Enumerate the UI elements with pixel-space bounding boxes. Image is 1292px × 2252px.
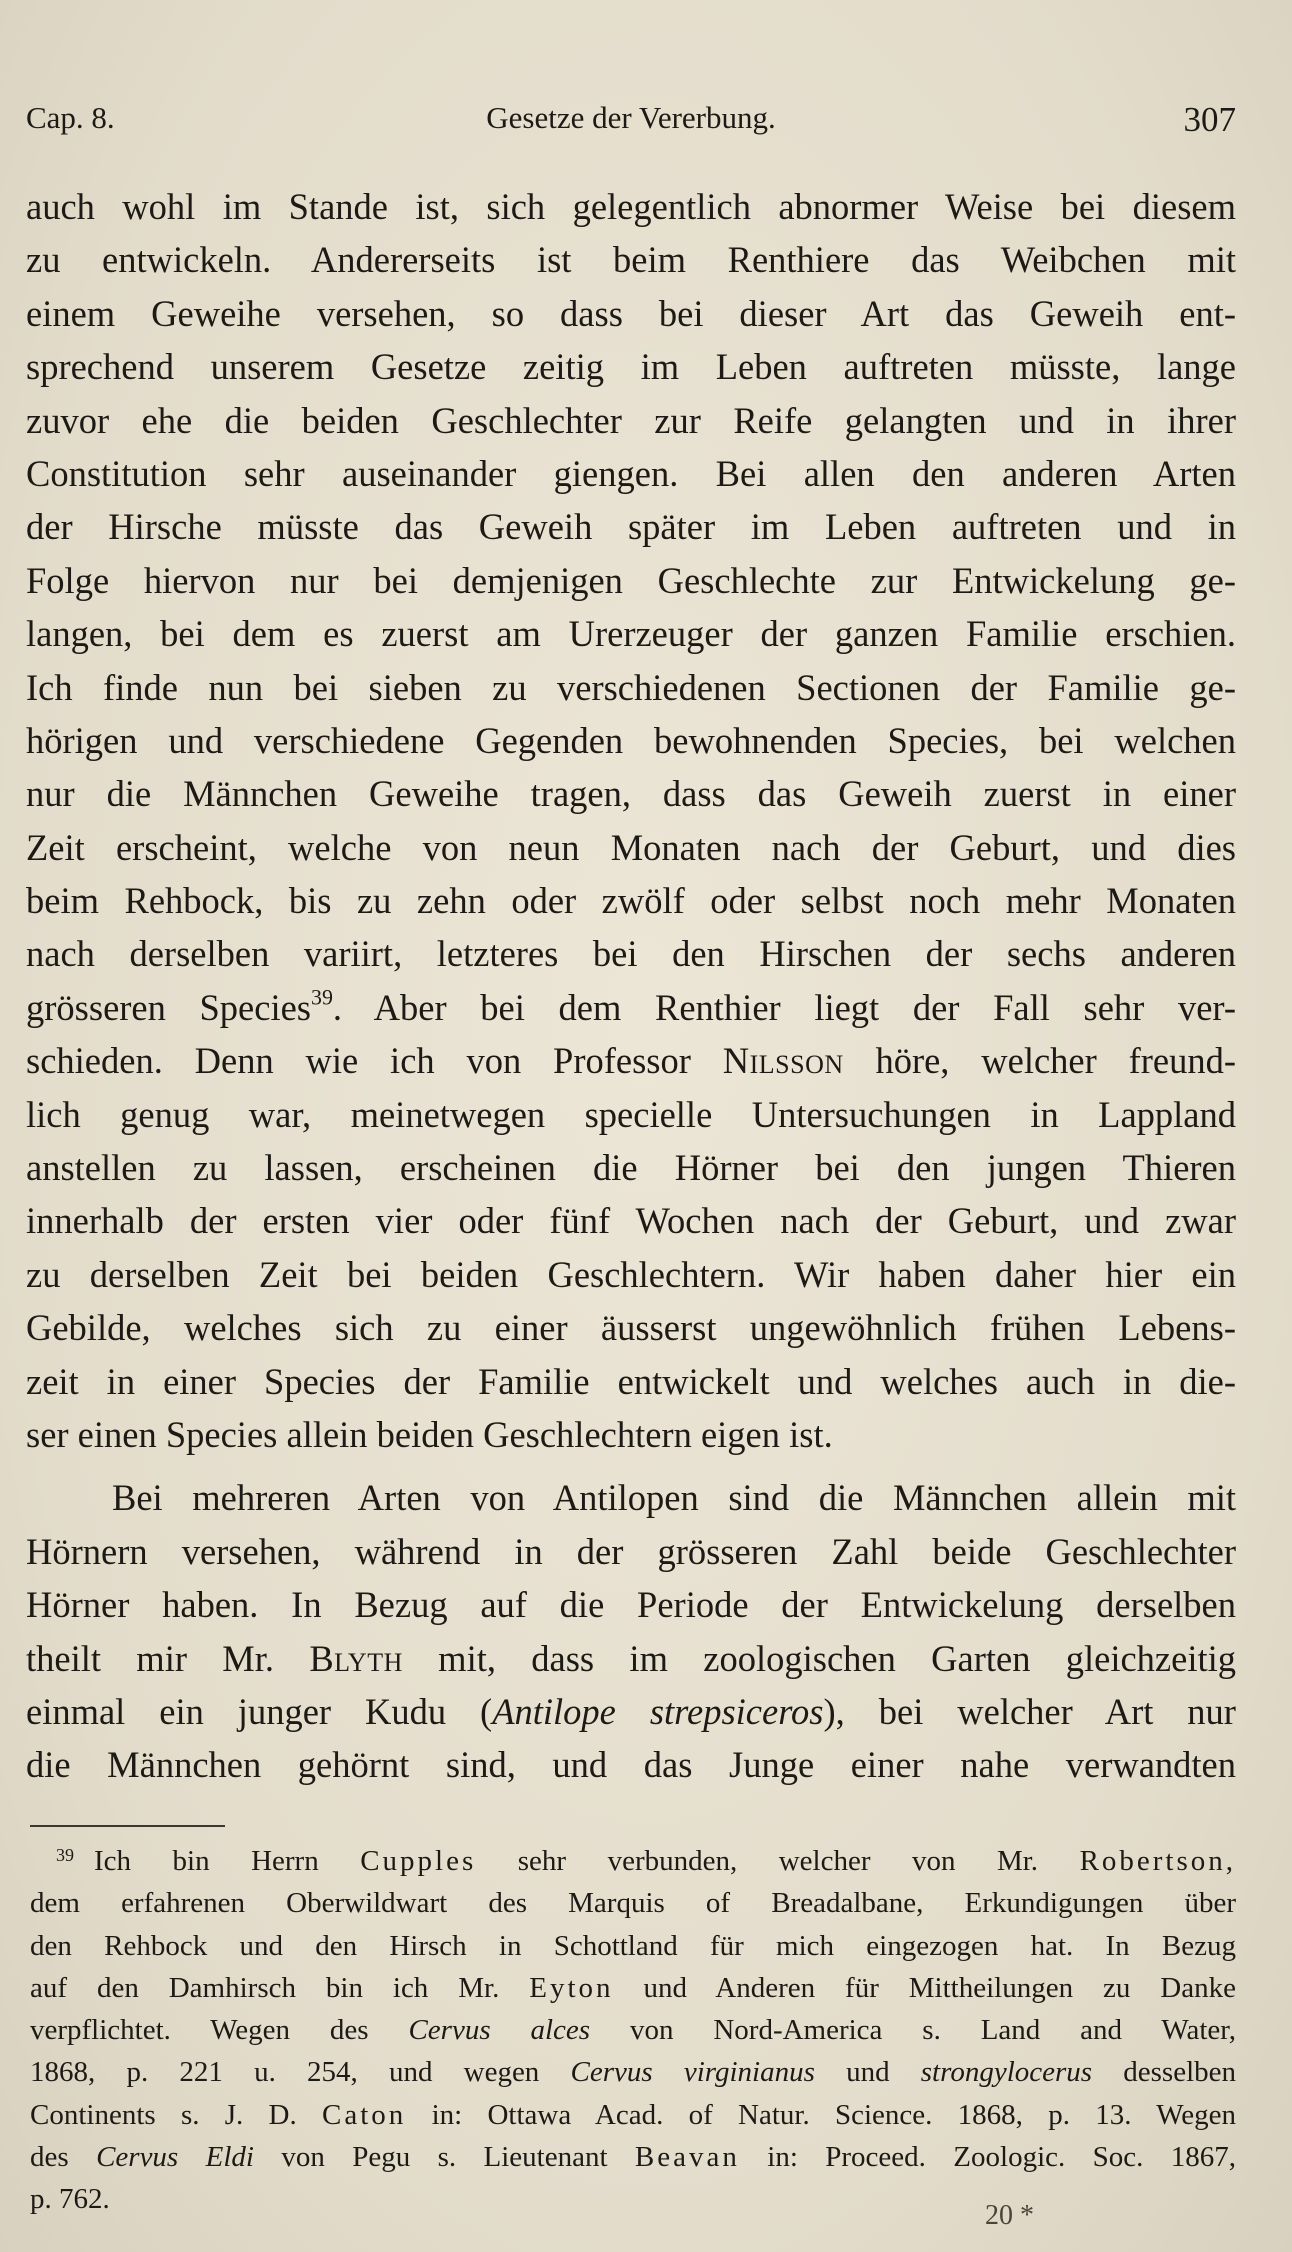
- text-segment: theilt mir Mr.: [26, 1637, 275, 1679]
- text-segment: Ich bin Herrn: [94, 1845, 319, 1877]
- text-line: [26, 1034, 1236, 1087]
- text-line: auch wohl im Stande ist, sich gelegentlich abnormer Weise bei diesem: [26, 186, 1236, 227]
- running-head: [26, 100, 1236, 146]
- species-name: Cervus Eldi: [96, 2141, 254, 2174]
- text-segment: auf den Damhirsch bin ich Mr.: [30, 1971, 500, 2004]
- text-segment: höre, welcher freund-: [875, 1040, 1237, 1082]
- text-segment: verpflichtet. Wegen des: [30, 2014, 369, 2047]
- species-name: Cervus virginianus: [570, 2056, 815, 2089]
- text-segment: von Pegu s. Lieutenant: [281, 2141, 608, 2174]
- page-number: 307: [1183, 100, 1236, 139]
- footnote-line: [30, 2094, 1236, 2136]
- text-line: sprechend unserem Gesetze zeitig im Leben auftreten müsste, lange: [26, 346, 1236, 388]
- text-segment: und Anderen für Mittheilungen zu Danke: [643, 1971, 1236, 2004]
- species-name: Antilope strepsiceros: [492, 1690, 824, 1732]
- footnote-number: 39: [56, 1845, 74, 1865]
- text-line: anstellen zu lassen, erscheinen die Hörner bei den jungen Thieren: [26, 1147, 1236, 1189]
- text-line: Folge hiervon nur bei demjenigen Geschlechte zur Entwickelung ge-: [26, 559, 1236, 601]
- chapter-title: Gesetze der Vererbung.: [486, 100, 776, 135]
- footnote-line: [30, 2051, 1236, 2093]
- text-segment: von Nord-America s. Land and Water,: [629, 2014, 1236, 2047]
- text-line: [26, 1632, 1236, 1685]
- text-segment: sehr verbunden, welcher von Mr.: [517, 1845, 1039, 1877]
- text-segment: des: [30, 2141, 69, 2174]
- main-text: [26, 180, 1236, 1792]
- text-segment: schieden. Denn wie ich von Professor: [26, 1040, 691, 1082]
- person-name: Beavan: [634, 2141, 740, 2174]
- text-line: Bei mehreren Arten von Antilopen sind die Männchen allein mit: [112, 1477, 1236, 1519]
- text-segment: Continents s. J. D.: [30, 2098, 297, 2131]
- text-segment: in: Proceed. Zoologic. Soc. 1867,: [767, 2141, 1237, 2174]
- text-segment: . Aber bei dem Renthier liegt der Fall sehr ver-: [332, 986, 1236, 1028]
- footnote-rule: [30, 1825, 225, 1827]
- footnote-line: [30, 2009, 1236, 2051]
- text-segment: grösseren Species: [26, 986, 312, 1028]
- text-line: beim Rehbock, bis zu zehn oder zwölf oder selbst noch mehr Monaten: [26, 880, 1236, 922]
- person-name: Caton: [322, 2098, 407, 2131]
- person-name: Robertson,: [1079, 1845, 1237, 1877]
- text-line: [26, 981, 1236, 1034]
- text-segment: 1868, p. 221 u. 254, und wegen: [30, 2056, 540, 2089]
- text-line: Gebilde, welches sich zu einer äusserst ungewöhnlich frühen Lebens-: [26, 1307, 1236, 1349]
- text-line: hörigen und verschiedene Gegenden bewohnenden Species, bei welchen: [26, 719, 1236, 761]
- text-segment: desselben: [1123, 2056, 1236, 2089]
- footnote-line: [30, 2136, 1236, 2178]
- text-line: ser einen Species allein beiden Geschlechtern eigen ist.: [26, 1413, 833, 1455]
- printer-signature: 20 *: [985, 2200, 1034, 2231]
- person-name: Cupples: [360, 1845, 477, 1877]
- text-segment: ), bei welcher Art nur: [823, 1690, 1236, 1732]
- species-name: strongylocerus: [920, 2056, 1093, 2089]
- footnote-line: p. 762.: [30, 2183, 110, 2216]
- footnote-line: [30, 1840, 1236, 1882]
- text-line: Constitution sehr auseinander giengen. Bei allen den anderen Arten: [26, 452, 1236, 494]
- text-segment: und: [846, 2056, 890, 2089]
- text-line: nur die Männchen Geweihe tragen, dass das Geweih zuerst in einer: [26, 773, 1236, 815]
- chapter-label: Cap. 8.: [26, 100, 115, 135]
- text-line: lich genug war, meinetwegen specielle Untersuchungen in Lappland: [26, 1093, 1236, 1135]
- species-name: Cervus alces: [408, 2014, 591, 2047]
- person-name: Eyton: [529, 1971, 614, 2004]
- text-line: Hörner haben. In Bezug auf die Periode der Entwickelung derselben: [26, 1584, 1236, 1626]
- text-line: Zeit erscheint, welche von neun Monaten nach der Geburt, und dies: [26, 826, 1236, 868]
- footnote-line: den Rehbock und den Hirsch in Schottland für mich eingezogen hat. In Bezug: [30, 1929, 1236, 1962]
- text-line: Ich finde nun bei sieben zu verschiedenen Sectionen der Familie ge-: [26, 666, 1236, 708]
- text-segment: einmal ein junger Kudu (: [26, 1690, 493, 1732]
- text-line: Hörnern versehen, während in der grösseren Zahl beide Geschlechter: [26, 1530, 1236, 1572]
- footnote-line: dem erfahrenen Oberwildwart des Marquis of Breadalbane, Erkundigungen über: [30, 1887, 1236, 1920]
- text-line: zeit in einer Species der Familie entwickelt und welches auch in die-: [26, 1360, 1236, 1402]
- text-line: nach derselben variirt, letzteres bei den Hirschen der sechs anderen: [26, 933, 1236, 975]
- person-name: Nilsson: [722, 1040, 844, 1082]
- text-line: langen, bei dem es zuerst am Urerzeuger der ganzen Familie erschien.: [26, 613, 1236, 655]
- person-name: Blyth: [309, 1637, 403, 1679]
- text-segment: mit, dass im zoologischen Garten gleichzeitig: [438, 1637, 1236, 1679]
- text-line: zu derselben Zeit bei beiden Geschlechtern. Wir haben daher hier ein: [26, 1253, 1236, 1295]
- text-line: die Männchen gehörnt sind, und das Junge einer nahe verwandten: [26, 1744, 1236, 1786]
- text-line: [26, 1685, 1236, 1738]
- text-line: einem Geweihe versehen, so dass bei dieser Art das Geweih ent-: [26, 292, 1236, 334]
- text-line: innerhalb der ersten vier oder fünf Wochen nach der Geburt, und zwar: [26, 1200, 1236, 1242]
- text-line: zu entwickeln. Andererseits ist beim Renthiere das Weibchen mit: [26, 239, 1236, 281]
- footnote: [30, 1840, 1236, 2221]
- text-line: zuvor ehe die beiden Geschlechter zur Reife gelangten und in ihrer: [26, 399, 1236, 441]
- text-segment: in: Ottawa Acad. of Natur. Science. 1868, p. 13. Wegen: [431, 2098, 1237, 2131]
- text-line: der Hirsche müsste das Geweih später im Leben auftreten und in: [26, 506, 1236, 548]
- footnote-reference: 39: [311, 984, 333, 1010]
- footnote-line: [30, 1967, 1236, 2009]
